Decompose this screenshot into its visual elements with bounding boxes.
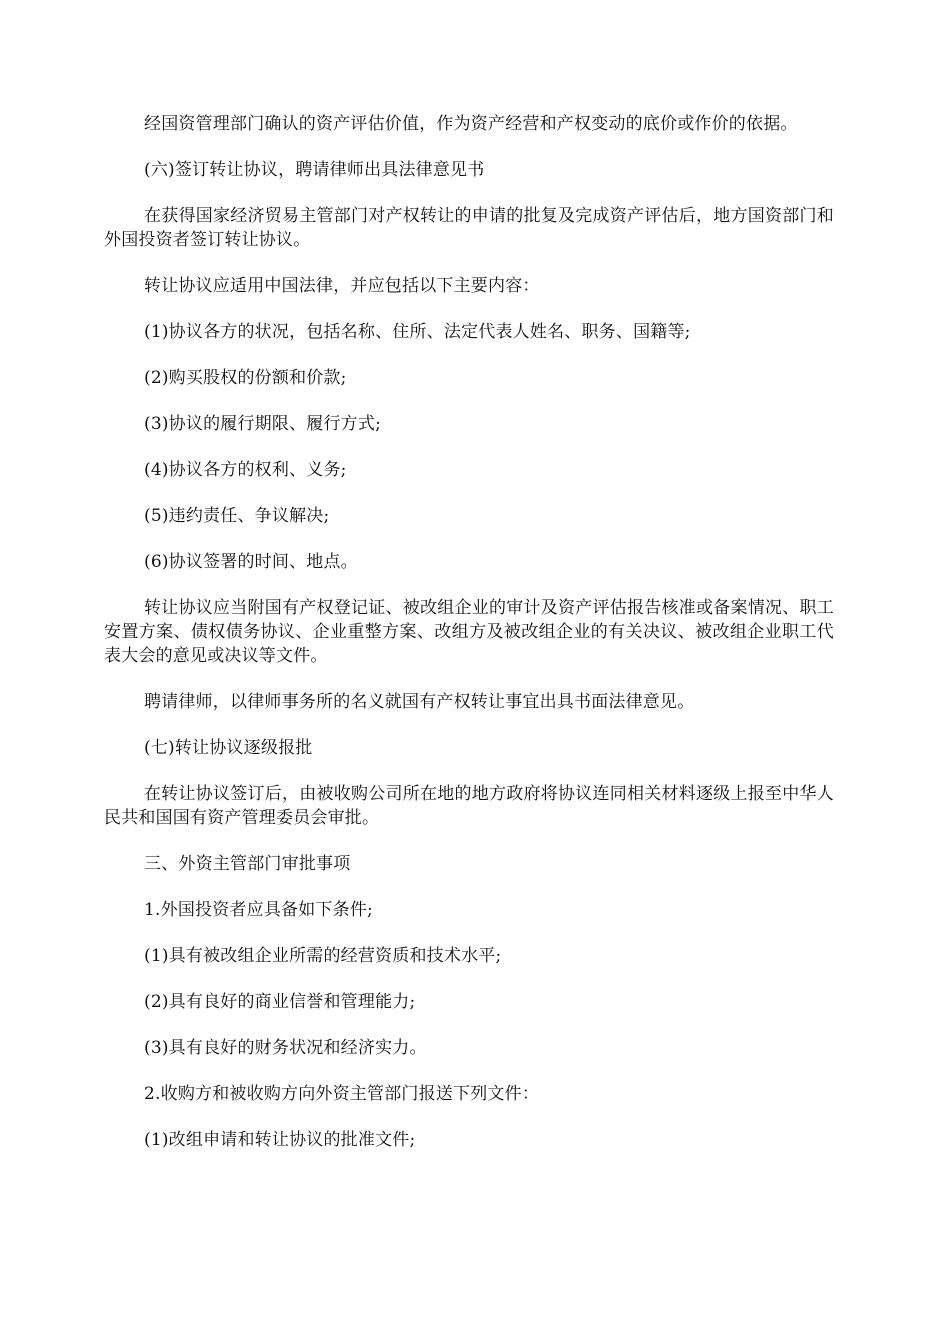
document-body [104,112,834,1174]
paragraph: 转让协议应当附国有产权登记证、被改组企业的审计及资产评估报告核准或备案情况、职工安置方案、债权债务协议、企业重整方案、改组方及被改组企业的有关决议、被改组企业职工代表大会的意见或决议等文件。 [104,598,834,666]
section-heading: (七)转让协议逐级报批 [144,738,313,758]
list-item: (2)购买股权的份额和价款; [144,368,347,388]
list-item: (2)具有良好的商业信誉和管理能力; [144,992,416,1012]
list-item: (5)违约责任、争议解决; [144,506,330,526]
paragraph: 在获得国家经济贸易主管部门对产权转让的申请的批复及完成资产评估后，地方国资部门和外国投资者签订转让协议。 [104,206,834,250]
list-item: (3)协议的履行期限、履行方式; [144,414,382,434]
list-item: (1)协议各方的状况，包括名称、住所、法定代表人姓名、职务、国籍等; [144,322,691,342]
paragraph: 经国资管理部门确认的资产评估价值，作为资产经营和产权变动的底价或作价的依据。 [144,114,798,134]
list-item: (3)具有良好的财务状况和经济实力。 [144,1038,427,1058]
list-item: (1)改组申请和转让协议的批准文件; [144,1130,416,1150]
paragraph: 聘请律师，以律师事务所的名义就国有产权转让事宜出具书面法律意见。 [144,692,695,712]
list-item: (4)协议各方的权利、义务; [144,460,347,480]
paragraph: 在转让协议签订后，由被收购公司所在地的地方政府将协议连同相关材料逐级上报至中华人民共和国国有资产管理委员会审批。 [104,784,834,828]
list-item: (6)协议签署的时间、地点。 [144,552,358,572]
list-item: 2.收购方和被收购方向外资主管部门报送下列文件： [144,1084,540,1104]
section-heading: (六)签订转让协议，聘请律师出具法律意见书 [144,160,485,180]
list-item: (1)具有被改组企业所需的经营资质和技术水平; [144,946,502,966]
paragraph: 转让协议应适用中国法律，并应包括以下主要内容： [144,276,540,296]
list-item: 1.外国投资者应具备如下条件; [144,900,373,920]
section-heading: 三、外资主管部门审批事项 [144,854,351,874]
